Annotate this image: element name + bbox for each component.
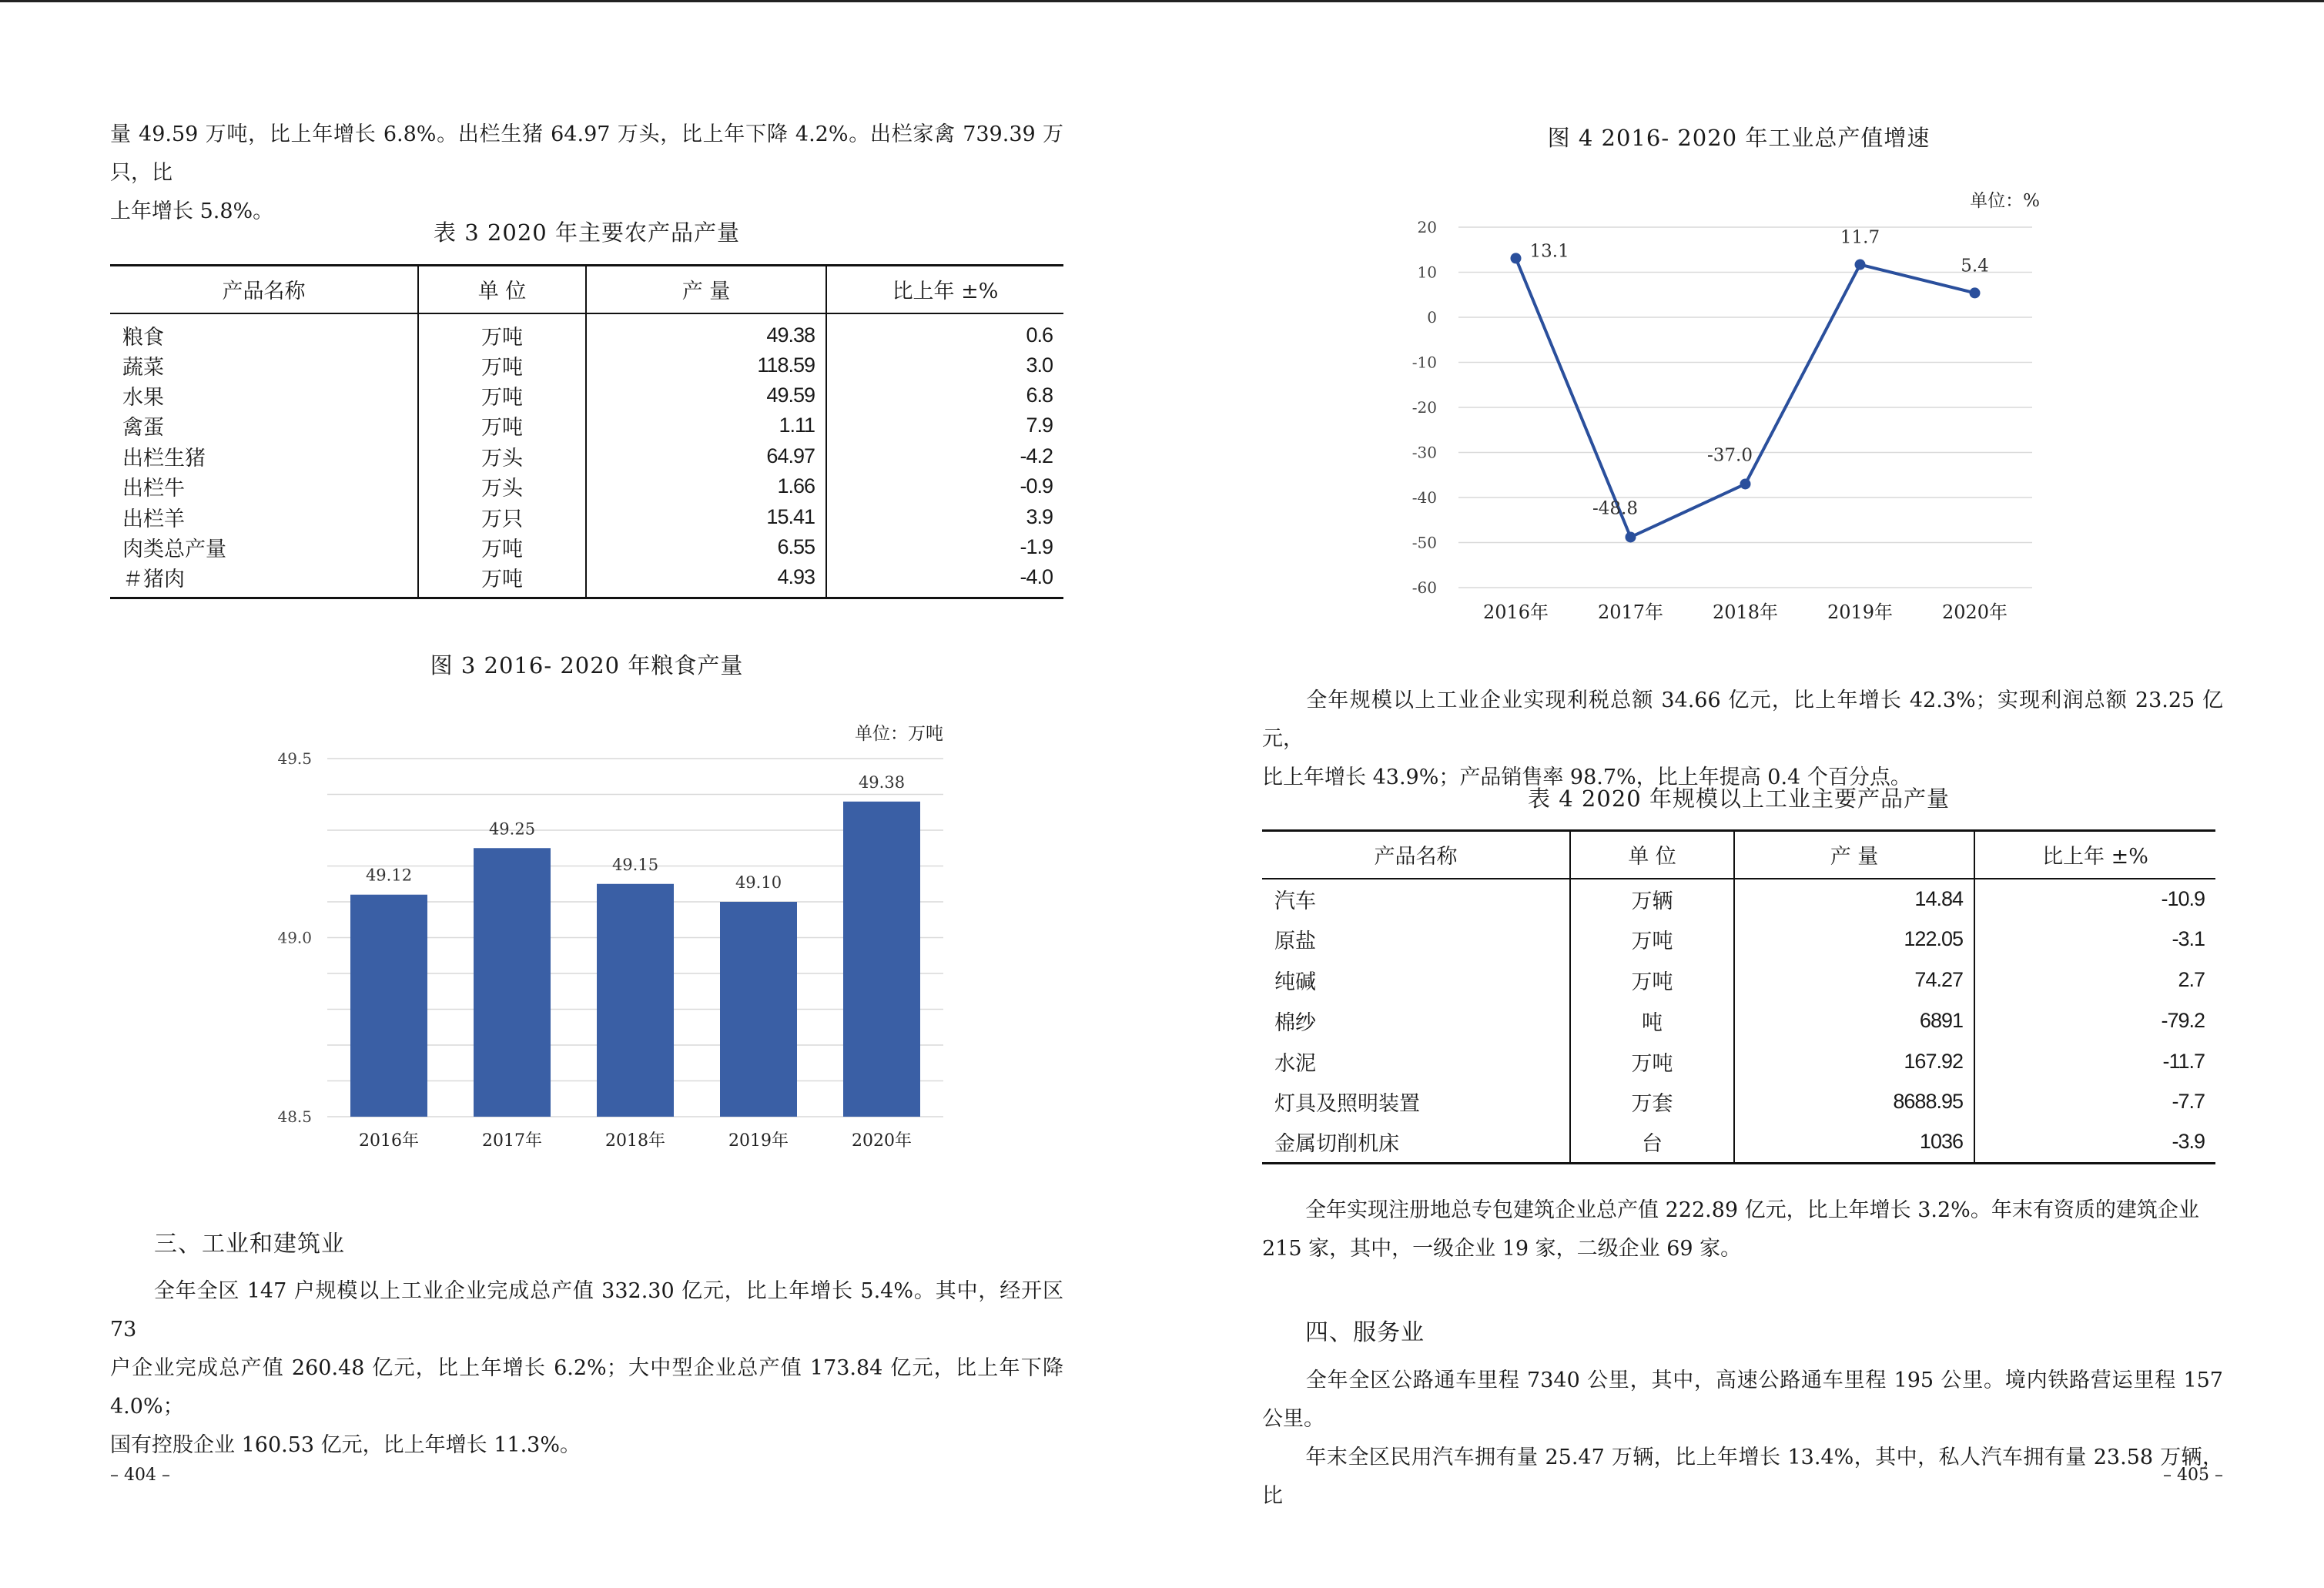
table3-cell-name: 蔬菜 — [122, 355, 164, 380]
table3-cell-change: -4.0 — [826, 562, 1063, 598]
table4-cell-name: 棉纱 — [1274, 1010, 1316, 1035]
table4-row — [1262, 919, 2215, 960]
fig3-caption: 图 3 2016- 2020 年粮食产量 — [430, 652, 744, 678]
table3-cell-name: 出栏生猪 — [122, 446, 206, 471]
table3-cell-output: 49.38 — [586, 313, 826, 350]
table3-cell-unit: 万头 — [418, 471, 586, 501]
table4-cell-output: 6891 — [1734, 1000, 1974, 1041]
table3-header-name: 产品名称 — [110, 266, 418, 313]
section3-paragraph — [110, 1272, 1063, 1465]
table3-cell-unit: 万吨 — [418, 562, 586, 598]
table4-cell-unit: 万套 — [1570, 1081, 1734, 1122]
table3-cell-name: ＃猪肉 — [110, 562, 418, 598]
service-paragraph — [1262, 1362, 2223, 1516]
chart-unit-label: 单位：万吨 — [855, 724, 943, 744]
x-tick-label: 2018年 — [605, 1131, 665, 1151]
table4-row — [1262, 1081, 2215, 1122]
table3-cell-change: 3.0 — [826, 350, 1063, 380]
section3-line-2: 户企业完成总产值 260.48 亿元，比上年增长 6.2%；大中型企业总产值 173.84 亿元，比上年下降 4.0%； — [110, 1356, 1063, 1419]
table4-cell-unit: 万吨 — [1570, 1041, 1734, 1082]
x-tick-label: 2019年 — [728, 1131, 789, 1151]
table3-row — [110, 501, 1063, 531]
table3-row — [110, 380, 1063, 410]
point-value-label: 11.7 — [1840, 227, 1880, 248]
table4-cell-unit: 万吨 — [1570, 960, 1734, 1000]
table3-cell-output: 118.59 — [586, 350, 826, 380]
table3-cell-change: -0.9 — [826, 471, 1063, 501]
table4-cell-unit: 台 — [1570, 1122, 1734, 1163]
y-tick-label: 10 — [1417, 263, 1437, 282]
table4-cell-output: 8688.95 — [1734, 1081, 1974, 1122]
service-line-1: 全年全区公路通车里程 7340 公里，其中，高速公路通车里程 195 公里。境内铁路营运里程 157 公里。 — [1262, 1369, 2223, 1431]
section3-line-1: 全年全区 147 户规模以上工业企业完成总产值 332.30 亿元，比上年增长 5.4%。其中，经开区 73 — [110, 1279, 1063, 1342]
intro-line-2: 上年增长 5.8%。 — [110, 199, 274, 223]
table3-row — [110, 410, 1063, 441]
table4-cell-change: 2.7 — [1974, 960, 2215, 1000]
x-tick-label: 2019年 — [1827, 601, 1894, 623]
table3-cell-unit: 万吨 — [418, 313, 586, 350]
page-number-left: – 404 – — [110, 1466, 170, 1485]
table4-row — [1262, 1041, 2215, 1082]
table4-header-name: 产品名称 — [1262, 831, 1570, 879]
profit-line-1: 全年规模以上工业企业实现利税总额 34.66 亿元，比上年增长 42.3%；实现利润总额 23.25 亿元， — [1262, 688, 2223, 751]
table4-cell-name: 灯具及照明装置 — [1274, 1092, 1420, 1117]
data-point — [1970, 287, 1981, 298]
table3-cell-name: 禽蛋 — [122, 416, 164, 441]
table3-cell-unit: 万吨 — [418, 532, 586, 562]
table4-cell-change: -11.7 — [1974, 1041, 2215, 1082]
table4-row — [1262, 1000, 2215, 1041]
table4-cell-change: -3.1 — [1974, 919, 2215, 960]
table4-cell-name: 水泥 — [1274, 1051, 1316, 1076]
bar — [474, 848, 551, 1117]
x-tick-label: 2018年 — [1712, 601, 1779, 623]
data-point — [1855, 260, 1866, 270]
bar — [720, 902, 797, 1117]
x-tick-label: 2020年 — [1941, 601, 2008, 623]
bar — [350, 895, 427, 1117]
table3-cell-change: 7.9 — [826, 410, 1063, 441]
table3-row — [110, 562, 1063, 598]
table4-cell-output: 122.05 — [1734, 919, 1974, 960]
service-line-2: 年末全区民用汽车拥有量 25.47 万辆，比上年增长 13.4%，其中，私人汽车拥有量 23.58 万辆，比 — [1262, 1446, 2223, 1508]
table4-header-change: 比上年 ±% — [1974, 831, 2215, 879]
intro-paragraph — [110, 116, 1063, 231]
table3-row — [110, 350, 1063, 380]
y-tick-label: 48.5 — [277, 1107, 312, 1126]
x-tick-label: 2016年 — [359, 1131, 419, 1151]
table3-cell-output: 15.41 — [586, 501, 826, 531]
y-tick-label: 0 — [1427, 308, 1437, 327]
y-tick-label: 49.0 — [277, 928, 312, 947]
y-tick-label: 49.5 — [277, 749, 312, 768]
table3-cell-name: 出栏羊 — [122, 507, 185, 531]
fig4-caption: 图 4 2016- 2020 年工业总产值增速 — [1547, 125, 1931, 151]
table3-cell-name: 粮食 — [122, 325, 164, 350]
data-point — [1626, 531, 1636, 542]
data-point — [1511, 253, 1522, 263]
y-tick-label: 20 — [1417, 218, 1437, 236]
table4-header-unit: 单 位 — [1570, 831, 1734, 879]
table4-industrial-products — [1262, 829, 2215, 1164]
section3-line-3: 国有控股企业 160.53 亿元，比上年增长 11.3%。 — [110, 1433, 581, 1457]
x-tick-label: 2016年 — [1482, 601, 1549, 623]
x-tick-label: 2017年 — [1597, 601, 1664, 623]
table4-row — [1262, 1122, 2215, 1163]
bar — [843, 802, 920, 1117]
x-tick-label: 2017年 — [482, 1131, 542, 1151]
table4-cell-output: 14.84 — [1734, 879, 1974, 920]
table3-cell-change: -4.2 — [826, 441, 1063, 471]
y-tick-label: -20 — [1411, 398, 1437, 417]
table3-cell-change: 3.9 — [826, 501, 1063, 531]
y-tick-label: -40 — [1411, 488, 1437, 507]
point-value-label: -48.8 — [1592, 498, 1638, 519]
table3-cell-unit: 万头 — [418, 441, 586, 471]
bar-value-label: 49.15 — [611, 855, 659, 874]
section3-title: 三、工业和建筑业 — [154, 1231, 345, 1258]
table3-cell-output: 4.93 — [586, 562, 826, 598]
table3-cell-unit: 万只 — [418, 501, 586, 531]
table3-row — [110, 532, 1063, 562]
chart-unit-label: 单位：% — [1970, 191, 2040, 211]
y-tick-label: -10 — [1411, 353, 1437, 372]
construction-paragraph — [1262, 1191, 2223, 1268]
point-value-label: 5.4 — [1961, 256, 1989, 276]
bar — [597, 884, 674, 1117]
table4-header-row — [1262, 831, 2215, 879]
table3-cell-output: 64.97 — [586, 441, 826, 471]
table4-cell-unit: 万辆 — [1570, 879, 1734, 920]
table3-cell-output: 49.59 — [586, 380, 826, 410]
table3-header-unit: 单 位 — [418, 266, 586, 313]
table4-cell-change: -3.9 — [1974, 1122, 2215, 1163]
bar-value-label: 49.38 — [858, 772, 906, 792]
table3-cell-unit: 万吨 — [418, 410, 586, 441]
page-right — [1162, 0, 2324, 1588]
table4-cell-unit: 万吨 — [1570, 919, 1734, 960]
x-tick-label: 2020年 — [852, 1131, 912, 1151]
bar-value-label: 49.10 — [735, 873, 782, 892]
table4-cell-name: 汽车 — [1274, 889, 1316, 913]
table3-header-row — [110, 266, 1063, 313]
y-tick-label: -60 — [1411, 578, 1437, 597]
data-point — [1740, 478, 1751, 489]
table4-caption: 表 4 2020 年规模以上工业主要产品产量 — [1528, 786, 1950, 812]
table4-cell-change: -10.9 — [1974, 879, 2215, 920]
table4-row — [1262, 879, 2215, 920]
point-value-label: 13.1 — [1529, 241, 1569, 262]
table3-cell-output: 6.55 — [586, 532, 826, 562]
table3-cell-output: 1.66 — [586, 471, 826, 501]
table4-cell-output: 167.92 — [1734, 1041, 1974, 1082]
table3-cell-change: 0.6 — [826, 313, 1063, 350]
bar-value-label: 49.12 — [365, 866, 413, 885]
y-tick-label: -50 — [1411, 533, 1437, 552]
section4-title: 四、服务业 — [1305, 1319, 1425, 1346]
table3-cell-name: 肉类总产量 — [122, 538, 226, 562]
profit-line-2: 比上年增长 43.9%；产品销售率 98.7%，比上年提高 0.4 个百分点。 — [1262, 766, 1911, 789]
construction-line-2: 215 家，其中，一级企业 19 家，二级企业 69 家。 — [1262, 1237, 1742, 1261]
table4-cell-output: 74.27 — [1734, 960, 1974, 1000]
table3-cell-unit: 万吨 — [418, 350, 586, 380]
table3-header-output: 产 量 — [586, 266, 826, 313]
table3-row — [110, 313, 1063, 350]
construction-line-1: 全年实现注册地总专包建筑企业总产值 222.89 亿元，比上年增长 3.2%。年末有资质的建筑企业 — [1305, 1198, 2199, 1222]
table3-caption: 表 3 2020 年主要农产品产量 — [434, 219, 740, 246]
page-number-right: – 405 – — [2163, 1466, 2223, 1485]
table4-cell-name: 金属切削机床 — [1262, 1122, 1570, 1163]
table3-cell-name: 水果 — [122, 386, 164, 410]
table3-cell-change: 6.8 — [826, 380, 1063, 410]
table3-row — [110, 441, 1063, 471]
table4-row — [1262, 960, 2215, 1000]
series-line — [1516, 258, 1975, 537]
table3-agri-products — [110, 264, 1063, 599]
table3-header-change: 比上年 ±% — [826, 266, 1063, 313]
table4-header-output: 产 量 — [1734, 831, 1974, 879]
table4-cell-output: 1036 — [1734, 1122, 1974, 1163]
table4-cell-change: -7.7 — [1974, 1081, 2215, 1122]
table3-row — [110, 471, 1063, 501]
profit-paragraph — [1262, 682, 2223, 797]
industrial-growth-line-chart — [1393, 177, 2086, 639]
table3-cell-output: 1.11 — [586, 410, 826, 441]
grain-output-bar-chart — [250, 716, 974, 1163]
table4-cell-name: 纯碱 — [1274, 970, 1316, 994]
table4-cell-name: 原盐 — [1274, 930, 1316, 954]
intro-line-1: 量 49.59 万吨，比上年增长 6.8%。出栏生猪 64.97 万头，比上年下降 4.2%。出栏家禽 739.39 万只，比 — [110, 122, 1063, 185]
point-value-label: -37.0 — [1707, 445, 1753, 466]
table3-cell-name: 出栏牛 — [122, 477, 185, 501]
y-tick-label: -30 — [1411, 443, 1437, 462]
table3-cell-change: -1.9 — [826, 532, 1063, 562]
table4-cell-unit: 吨 — [1570, 1000, 1734, 1041]
table3-cell-unit: 万吨 — [418, 380, 586, 410]
table4-cell-change: -79.2 — [1974, 1000, 2215, 1041]
bar-value-label: 49.25 — [488, 819, 536, 839]
